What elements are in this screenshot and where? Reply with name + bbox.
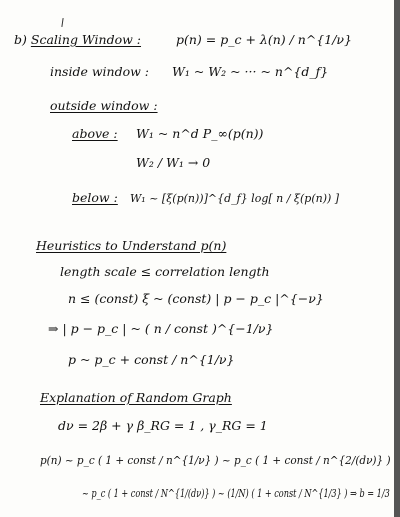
heuristics-line-4: p ~ p_c + const / n^{1/ν}: [68, 352, 235, 367]
explanation-line-2: p(n) ~ p_c ( 1 + const / n^{1/ν} ) ~ p_c ( 1 + const / n^{2/(dν)} ): [40, 454, 391, 467]
inside-window-label: inside window :: [50, 64, 149, 79]
scaling-window-title: Scaling Window :: [30, 32, 142, 47]
below-label: below :: [72, 190, 118, 205]
explanation-title: Explanation of Random Graph: [40, 390, 232, 405]
outside-window-label: outside window :: [50, 98, 158, 113]
scaling-window-formula: p(n) = p_c + λ(n) / n^{1/ν}: [176, 32, 352, 47]
heuristics-line-3: ⇒ | p − p_c | ~ ( n / const )^{−1/ν}: [48, 321, 274, 336]
explanation-line-3: ~ p_c ( 1 + const / N^{1/(dν)} ) ~ (1/N) ( 1 + const / N^{1/3} ) ⇒ b = 1/3: [82, 487, 390, 500]
below-formula: W₁ ~ [ξ(p(n))]^{d_f} log[ n / ξ(p(n)) ]: [130, 192, 340, 205]
above-formula-2: W₂ / W₁ → 0: [136, 155, 211, 170]
pen-mark: [61, 18, 63, 27]
explanation-line-1: dν = 2β + γ β_RG = 1 , γ_RG = 1: [58, 418, 268, 433]
above-label: above :: [72, 126, 118, 141]
section-b-heading: [14, 34, 141, 47]
heuristics-line-1: length scale ≤ correlation length: [60, 264, 270, 279]
heuristics-line-2: n ≤ (const) ξ ~ (const) | p − p_c |^{−ν}: [68, 291, 324, 306]
above-formula-1: W₁ ~ n^d P_∞(p(n)): [136, 126, 264, 141]
heuristics-title: Heuristics to Understand p(n): [36, 238, 227, 253]
inside-window-formula: W₁ ~ W₂ ~ ··· ~ n^{d_f}: [172, 64, 329, 79]
section-label: b): [14, 32, 27, 47]
